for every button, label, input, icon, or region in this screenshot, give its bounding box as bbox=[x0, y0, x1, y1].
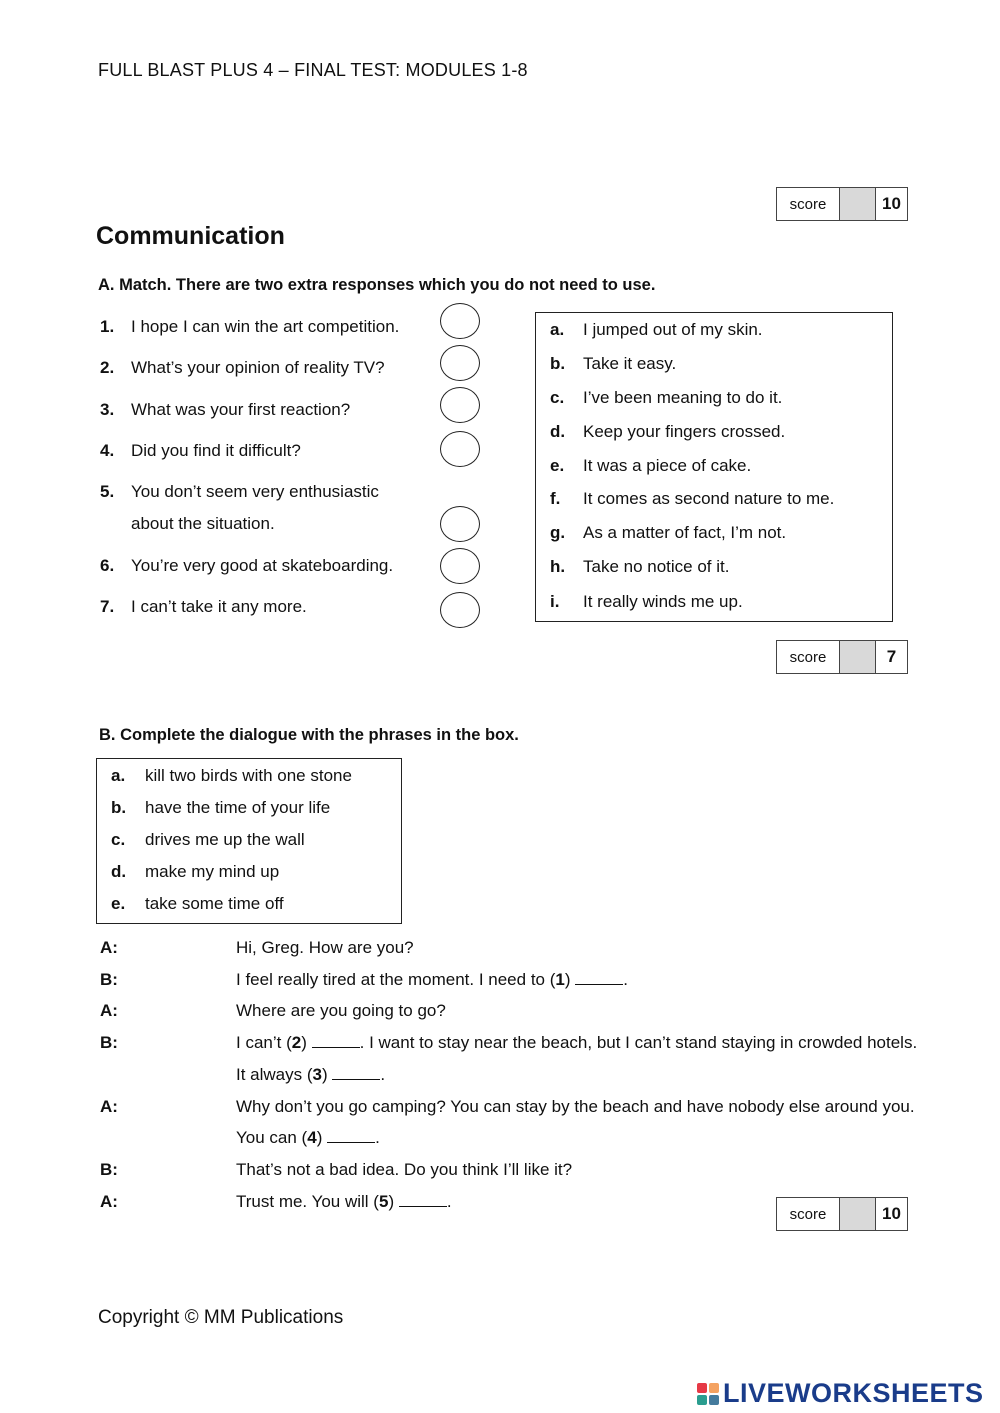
answer-circle-7[interactable] bbox=[440, 592, 480, 628]
question-item bbox=[100, 553, 393, 579]
question-text-continued: about the situation. bbox=[131, 514, 275, 533]
response-item bbox=[550, 489, 834, 509]
answer-circle-1[interactable] bbox=[440, 303, 480, 339]
gap-blank-4[interactable] bbox=[327, 1128, 375, 1143]
question-text: I hope I can win the art competition. bbox=[131, 317, 400, 336]
response-item bbox=[550, 422, 785, 442]
response-letter: b. bbox=[550, 354, 566, 373]
question-item bbox=[100, 479, 379, 537]
gap-blank-1[interactable] bbox=[575, 970, 623, 985]
dialogue-line: B: I feel really tired at the moment. I need to (1) . bbox=[100, 970, 628, 989]
question-text: Did you find it difficult? bbox=[131, 441, 301, 460]
question-number: 3. bbox=[100, 400, 115, 419]
speaker-label: A: bbox=[100, 1001, 118, 1020]
answer-circle-3[interactable] bbox=[440, 387, 480, 423]
question-number: 7. bbox=[100, 597, 115, 616]
question-item bbox=[100, 314, 399, 340]
gap-number: 4 bbox=[307, 1128, 317, 1147]
speaker-label: B: bbox=[100, 1033, 118, 1052]
phrase-text: have the time of your life bbox=[145, 798, 331, 817]
response-letter: e. bbox=[550, 456, 565, 475]
phrase-item bbox=[111, 798, 330, 818]
phrase-item bbox=[111, 766, 352, 786]
response-text: As a matter of fact, I’m not. bbox=[583, 523, 787, 542]
question-number: 5. bbox=[100, 482, 115, 501]
responses-box bbox=[535, 312, 893, 622]
dialogue-text: Hi, Greg. How are you? bbox=[236, 938, 414, 957]
score-box-part-b bbox=[776, 1197, 908, 1231]
response-letter: h. bbox=[550, 557, 566, 576]
phrase-letter: d. bbox=[111, 862, 127, 881]
response-text: Keep your fingers crossed. bbox=[583, 422, 786, 441]
response-item bbox=[550, 592, 743, 612]
response-text: I jumped out of my skin. bbox=[583, 320, 763, 339]
question-number: 6. bbox=[100, 556, 115, 575]
phrase-letter: e. bbox=[111, 894, 126, 913]
answer-circle-2[interactable] bbox=[440, 345, 480, 381]
question-text: What’s your opinion of reality TV? bbox=[131, 358, 385, 377]
gap-blank-2[interactable] bbox=[312, 1033, 360, 1048]
question-text: What was your first reaction? bbox=[131, 400, 351, 419]
score-box-part-a bbox=[776, 640, 908, 674]
dialogue-line: B: I can’t (2) . I want to stay near the beach, but I can’t stand staying in crowded hotels. bbox=[100, 1033, 918, 1052]
dialogue-line: A: Trust me. You will (5) . bbox=[100, 1192, 452, 1211]
dialogue-text: Where are you going to go? bbox=[236, 1001, 446, 1020]
speaker-label: A: bbox=[100, 1097, 118, 1116]
response-text: It was a piece of cake. bbox=[583, 456, 752, 475]
score-input[interactable] bbox=[840, 1198, 876, 1230]
dialogue-line bbox=[100, 1001, 446, 1021]
gap-blank-5[interactable] bbox=[399, 1192, 447, 1207]
response-letter: a. bbox=[550, 320, 565, 339]
score-input[interactable] bbox=[840, 641, 876, 673]
score-box-communication bbox=[776, 187, 908, 221]
phrase-item bbox=[111, 830, 305, 850]
liveworksheets-logo[interactable] bbox=[697, 1378, 984, 1409]
response-item bbox=[550, 320, 763, 340]
answer-circle-5[interactable] bbox=[440, 506, 480, 542]
phrase-text: take some time off bbox=[145, 894, 284, 913]
question-text: You’re very good at skateboarding. bbox=[131, 556, 394, 575]
question-text: You don’t seem very enthusiastic bbox=[131, 482, 379, 501]
question-number: 2. bbox=[100, 358, 115, 377]
response-text: It comes as second nature to me. bbox=[583, 489, 835, 508]
speaker-label: B: bbox=[100, 970, 118, 989]
response-item bbox=[550, 388, 782, 408]
response-item bbox=[550, 557, 729, 577]
answer-circle-4[interactable] bbox=[440, 431, 480, 467]
response-letter: d. bbox=[550, 422, 566, 441]
score-label: score bbox=[777, 188, 840, 220]
gap-number: 5 bbox=[378, 1192, 389, 1211]
phrase-letter: a. bbox=[111, 766, 126, 785]
response-item bbox=[550, 456, 751, 476]
phrase-text: kill two birds with one stone bbox=[145, 766, 352, 785]
response-letter: f. bbox=[550, 489, 561, 508]
response-text: It really winds me up. bbox=[583, 592, 743, 611]
speaker-label: A: bbox=[100, 938, 118, 957]
question-item bbox=[100, 355, 385, 381]
copyright: Copyright © MM Publications bbox=[98, 1307, 344, 1328]
score-label: score bbox=[777, 1198, 840, 1230]
response-letter: i. bbox=[550, 592, 560, 611]
section-title: Communication bbox=[96, 222, 285, 250]
response-item bbox=[550, 354, 676, 374]
dialogue-line bbox=[100, 938, 414, 958]
score-label: score bbox=[777, 641, 840, 673]
part-b-instruction: B. Complete the dialogue with the phrases in the box. bbox=[99, 726, 519, 744]
score-max: 7 bbox=[886, 647, 897, 666]
part-a-instruction: A. Match. There are two extra responses which you do not need to use. bbox=[98, 276, 656, 294]
score-input[interactable] bbox=[840, 188, 876, 220]
speaker-label: A: bbox=[100, 1192, 118, 1211]
dialogue-line bbox=[100, 1160, 573, 1180]
speaker-label: B: bbox=[100, 1160, 118, 1179]
gap-number: 1 bbox=[555, 970, 565, 989]
phrase-text: drives me up the wall bbox=[145, 830, 305, 849]
question-item bbox=[100, 397, 350, 423]
gap-number: 2 bbox=[291, 1033, 302, 1052]
response-letter: g. bbox=[550, 523, 566, 542]
score-max: 10 bbox=[882, 194, 901, 213]
gap-number: 3 bbox=[312, 1065, 322, 1084]
dialogue-line bbox=[100, 1097, 915, 1117]
question-number: 4. bbox=[100, 441, 115, 460]
dialogue-text: Why don’t you go camping? You can stay by the beach and have nobody else around you. bbox=[236, 1097, 915, 1116]
phrase-letter: b. bbox=[111, 798, 127, 817]
phrase-letter: c. bbox=[111, 830, 126, 849]
phrase-item bbox=[111, 894, 284, 914]
response-item bbox=[550, 523, 786, 543]
phrases-box bbox=[96, 758, 402, 924]
score-max: 10 bbox=[882, 1204, 901, 1223]
answer-circle-6[interactable] bbox=[440, 548, 480, 584]
gap-blank-3[interactable] bbox=[332, 1065, 380, 1080]
response-text: I’ve been meaning to do it. bbox=[583, 388, 783, 407]
question-item bbox=[100, 594, 307, 620]
response-text: Take it easy. bbox=[583, 354, 677, 373]
logo-grid-icon bbox=[697, 1383, 719, 1405]
dialogue-text: That’s not a bad idea. Do you think I’ll like it? bbox=[236, 1160, 573, 1179]
question-number: 1. bbox=[100, 317, 115, 336]
question-item bbox=[100, 438, 301, 464]
question-text: I can’t take it any more. bbox=[131, 597, 307, 616]
logo-text: LIVEWORKSHEETS bbox=[723, 1378, 984, 1408]
page-header: FULL BLAST PLUS 4 – FINAL TEST: MODULES 1-8 bbox=[98, 60, 528, 80]
phrase-item bbox=[111, 862, 279, 882]
response-letter: c. bbox=[550, 388, 565, 407]
phrase-text: make my mind up bbox=[145, 862, 280, 881]
response-text: Take no notice of it. bbox=[583, 557, 730, 576]
